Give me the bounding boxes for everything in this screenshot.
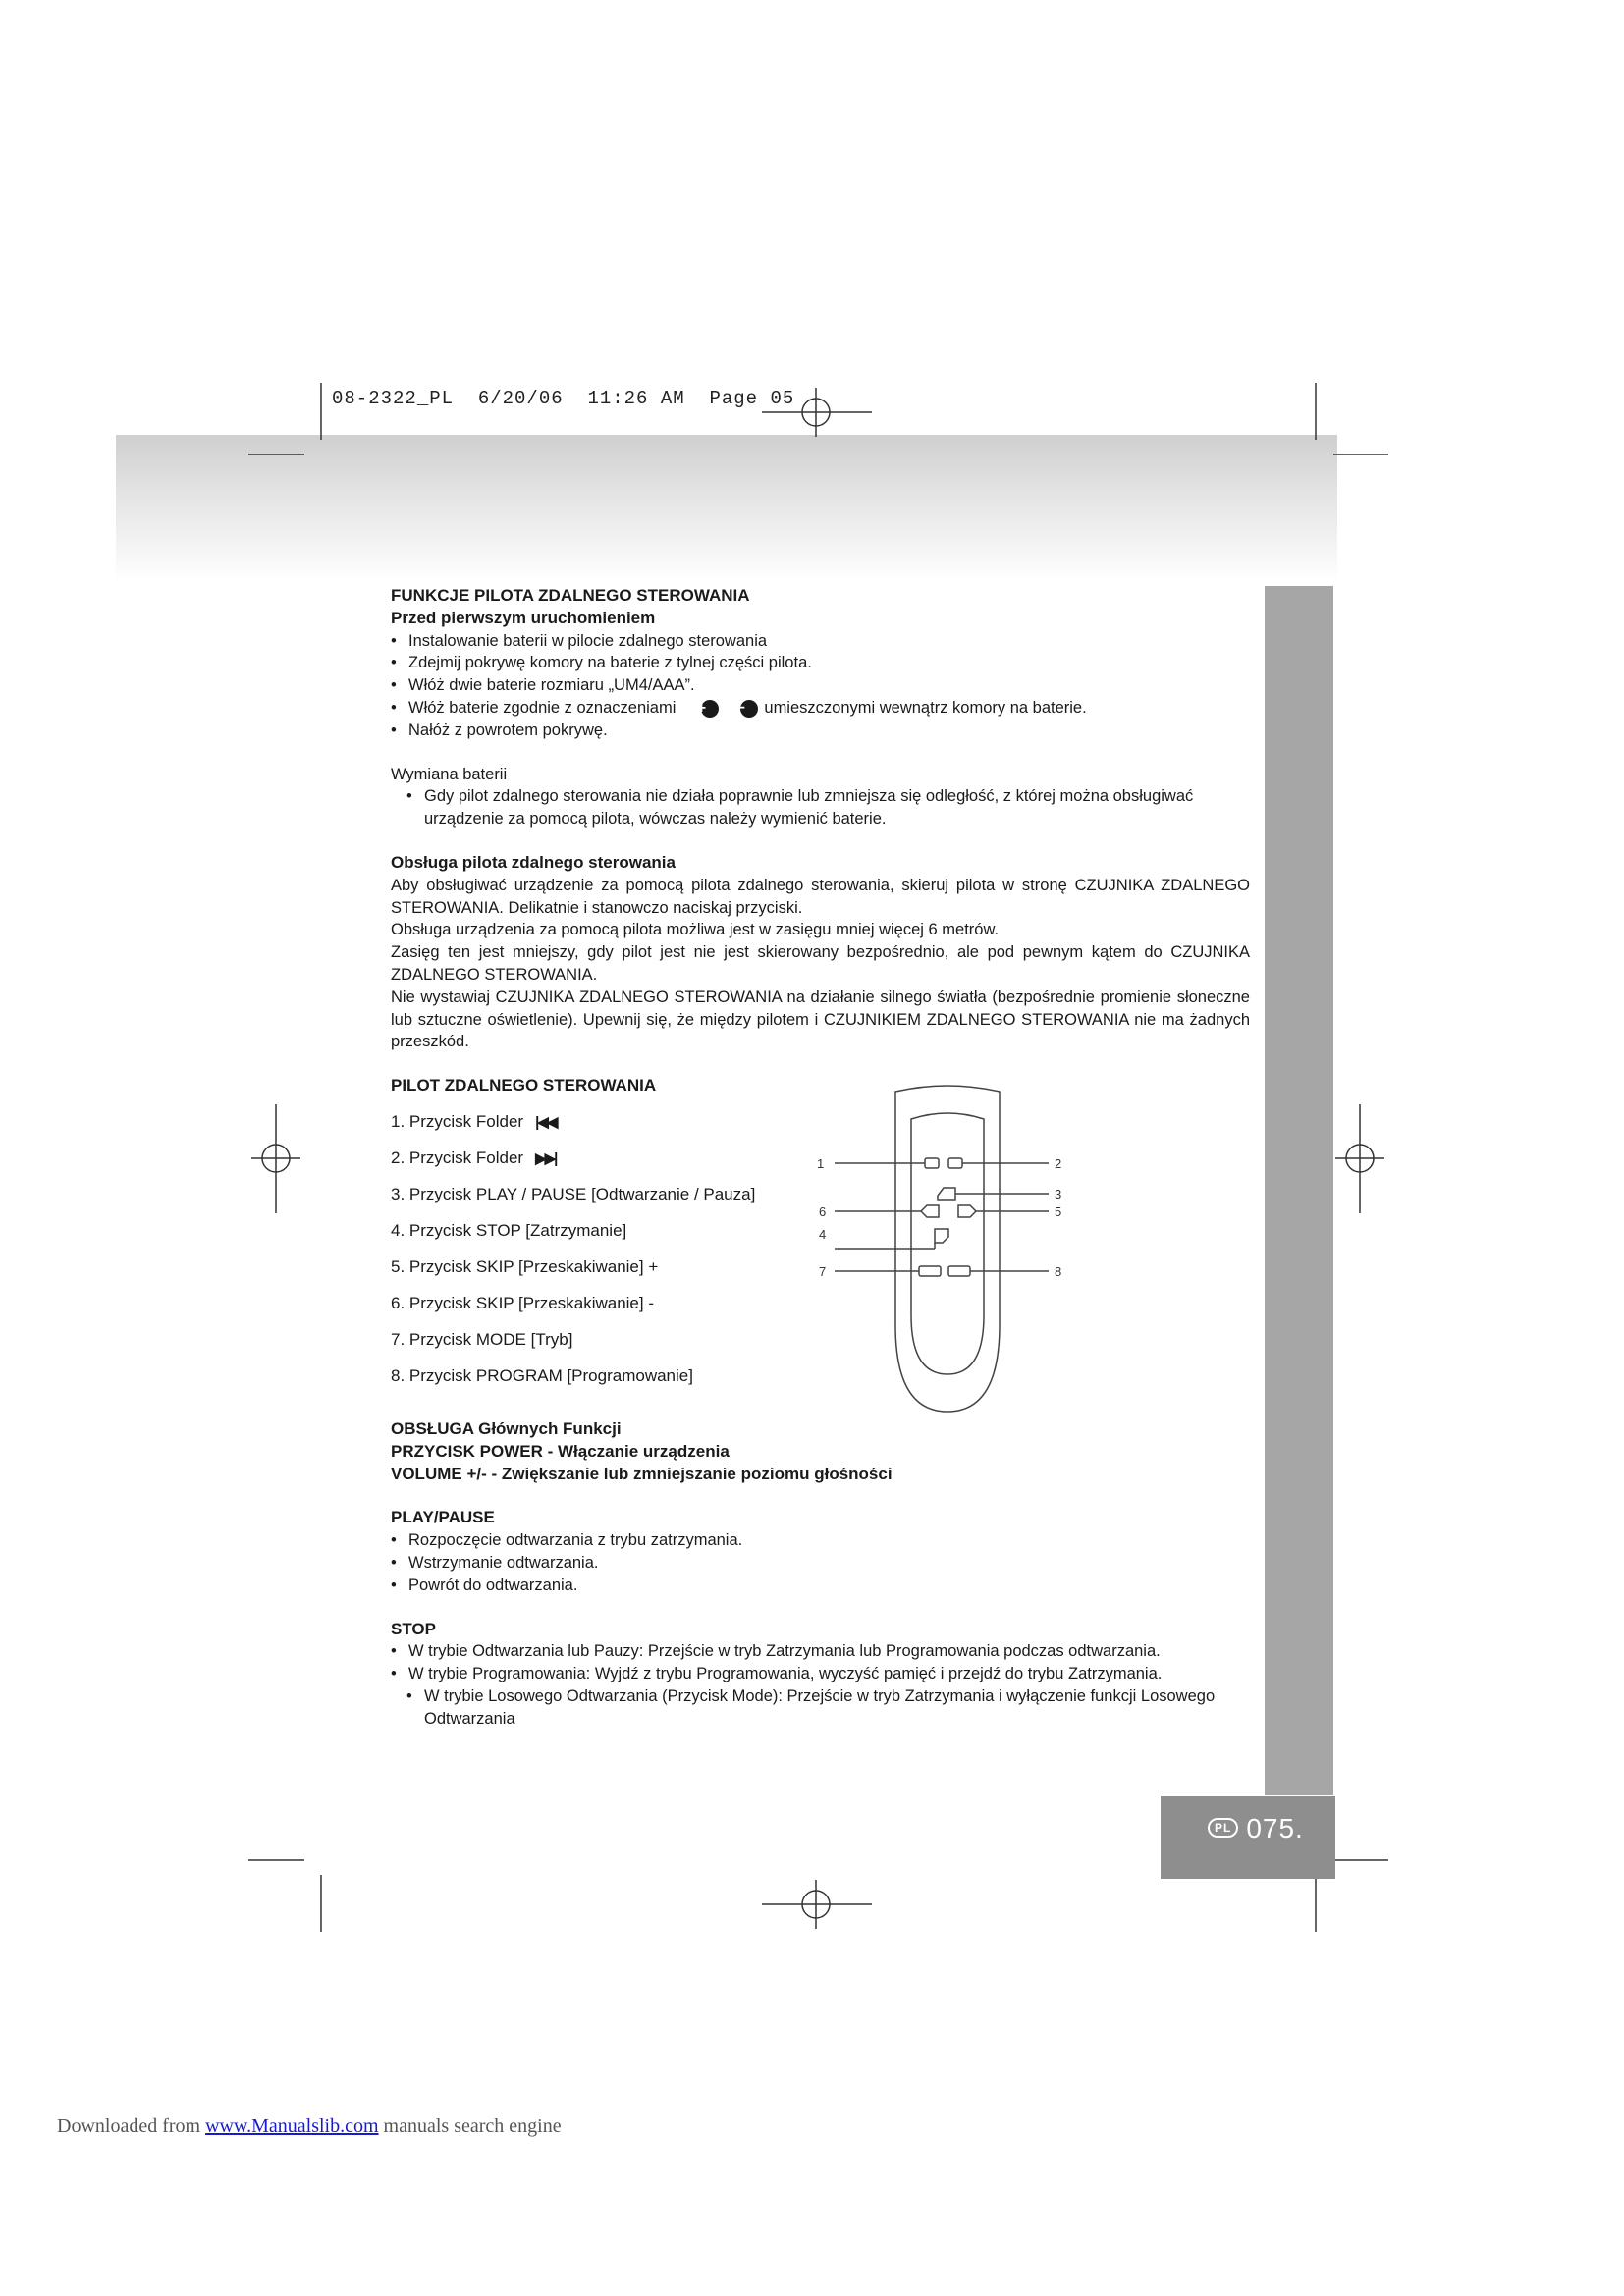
manualslib-link[interactable]: www.Manualslib.com: [205, 2115, 379, 2137]
list-item: • Powrót do odtwarzania.: [391, 1575, 1250, 1597]
page-number-text: 075.: [1246, 1813, 1304, 1843]
callout-3: 3: [1055, 1187, 1062, 1201]
list-item: • Gdy pilot zdalnego sterowania nie działa poprawnie lub zmniejsza się odległość, z której można obsługiwać urządzenie za pomocą pilota, wówczas należy wymienić baterie.: [391, 785, 1250, 830]
stop-heading: STOP: [391, 1619, 436, 1638]
list-item: 5. Przycisk SKIP [Przeskakiwanie] +: [391, 1257, 659, 1276]
footer-suffix: manuals search engine: [378, 2115, 562, 2137]
language-badge: PL: [1208, 1818, 1238, 1838]
list-item: • W trybie Odtwarzania lub Pauzy: Przejście w tryb Zatrzymania lub Programowania podczas odtwarzania.: [391, 1640, 1250, 1663]
list-item: • W trybie Losowego Odtwarzania (Przycisk Mode): Przejście w tryb Zatrzymania i wyłączenie funkcji Losowego Odtwarzania: [391, 1685, 1250, 1731]
list-item: • Instalowanie baterii w pilocie zdalnego sterowania: [391, 630, 1250, 653]
section-title: FUNKCJE PILOTA ZDALNEGO STEROWANIA: [391, 586, 750, 605]
list-item: 3. Przycisk PLAY / PAUSE [Odtwarzanie / Pauza]: [391, 1185, 756, 1203]
previous-folder-icon: |◀◀: [535, 1114, 557, 1131]
list-item: • Włóż dwie baterie rozmiaru „UM4/AAA”.: [391, 674, 1250, 697]
callout-8: 8: [1055, 1264, 1062, 1279]
list-item: • Rozpoczęcie odtwarzania z trybu zatrzymania.: [391, 1529, 1250, 1552]
next-folder-icon: ▶▶|: [535, 1150, 557, 1167]
button-6: [921, 1205, 939, 1217]
button-7: [919, 1266, 941, 1276]
callout-5: 5: [1055, 1204, 1062, 1219]
battery-replace-heading: Wymiana baterii: [391, 765, 508, 783]
callout-1: 1: [817, 1156, 825, 1171]
download-footer: [57, 2115, 562, 2138]
plus-icon: +: [701, 700, 719, 718]
list-item: 8. Przycisk PROGRAM [Programowanie]: [391, 1366, 693, 1385]
side-tab: [1265, 586, 1333, 1795]
main-functions-heading: OBSŁUGA Głównych Funkcji: [391, 1419, 622, 1438]
list-item: 7. Przycisk MODE [Tryb]: [391, 1330, 573, 1349]
remote-inner-outline: [911, 1113, 984, 1374]
button-1: [925, 1158, 939, 1168]
list-item: • Wstrzymanie odtwarzania.: [391, 1552, 1250, 1575]
callout-2: 2: [1055, 1156, 1062, 1171]
callout-4: 4: [819, 1227, 827, 1242]
play-pause-heading: PLAY/PAUSE: [391, 1508, 495, 1527]
before-first-use-heading: Przed pierwszym uruchomieniem: [391, 608, 656, 627]
paragraph: Obsługa urządzenia za pomocą pilota możliwa jest w zasięgu mniej więcej 6 metrów.: [391, 921, 1000, 939]
list-item: 2. Przycisk Folder ▶▶|: [391, 1148, 557, 1167]
remote-heading: PILOT ZDALNEGO STEROWANIA: [391, 1076, 657, 1095]
list-item: [391, 697, 1250, 720]
list-item: 1. Przycisk Folder |◀◀: [391, 1112, 557, 1131]
main-content-lower: [391, 1418, 1250, 1731]
main-content: [391, 585, 1250, 1097]
power-line: PRZYCISK POWER - Włączanie urządzenia: [391, 1441, 730, 1461]
list-item: 4. Przycisk STOP [Zatrzymanie]: [391, 1221, 627, 1240]
page-number: [1208, 1813, 1304, 1844]
button-3: [938, 1188, 955, 1200]
list-item: • Zdejmij pokrywę komory na baterie z tylnej części pilota.: [391, 652, 1250, 674]
button-2: [948, 1158, 962, 1168]
remote-diagram: [805, 1080, 1080, 1423]
callout-6: 6: [819, 1204, 827, 1219]
minus-icon: −: [740, 700, 758, 718]
remote-operation-heading: Obsługa pilota zdalnego sterowania: [391, 852, 676, 872]
footer-prefix: Downloaded from: [57, 2115, 206, 2137]
volume-line: VOLUME +/- - Zwiększanie lub zmniejszanie poziomu głośności: [391, 1464, 893, 1483]
list-item: 6. Przycisk SKIP [Przeskakiwanie] -: [391, 1294, 654, 1312]
polarity-text: Włóż baterie zgodnie z oznaczeniami: [408, 698, 677, 717]
print-slug: 08-2322_PL 6/20/06 11:26 AM Page 05: [332, 388, 795, 409]
button-5: [958, 1205, 976, 1217]
paragraph: Nie wystawiaj CZUJNIKA ZDALNEGO STEROWANIA na działanie silnego światła (bezpośrednie promienie słoneczne lub sztuczne oświetlenie). Upewnij się, że między pilotem i CZUJNIKIEM ZDALNEGO STEROWANIA nie ma żadnych przeszkód.: [391, 988, 1250, 1051]
button-8: [948, 1266, 970, 1276]
polarity-text-end: umieszczonymi wewnątrz komory na baterie.: [764, 698, 1087, 717]
remote-button-list: [391, 1112, 755, 1403]
paragraph: Zasięg ten jest mniejszy, gdy pilot jest nie jest skierowany bezpośrednio, ale pod pewnym kątem do CZUJNIKA ZDALNEGO STEROWANIA.: [391, 943, 1250, 984]
list-item: • W trybie Programowania: Wyjdź z trybu Programowania, wyczyść pamięć i przejdź do trybu Zatrzymania.: [391, 1663, 1250, 1685]
list-item: • Nałóż z powrotem pokrywę.: [391, 720, 1250, 742]
callout-7: 7: [819, 1264, 827, 1279]
button-4: [935, 1229, 948, 1243]
paragraph: Aby obsługiwać urządzenie za pomocą pilota zdalnego sterowania, skieruj pilota w stronę CZUJNIKA ZDALNEGO STEROWANIA. Delikatnie i stanowczo naciskaj przyciski.: [391, 876, 1250, 917]
